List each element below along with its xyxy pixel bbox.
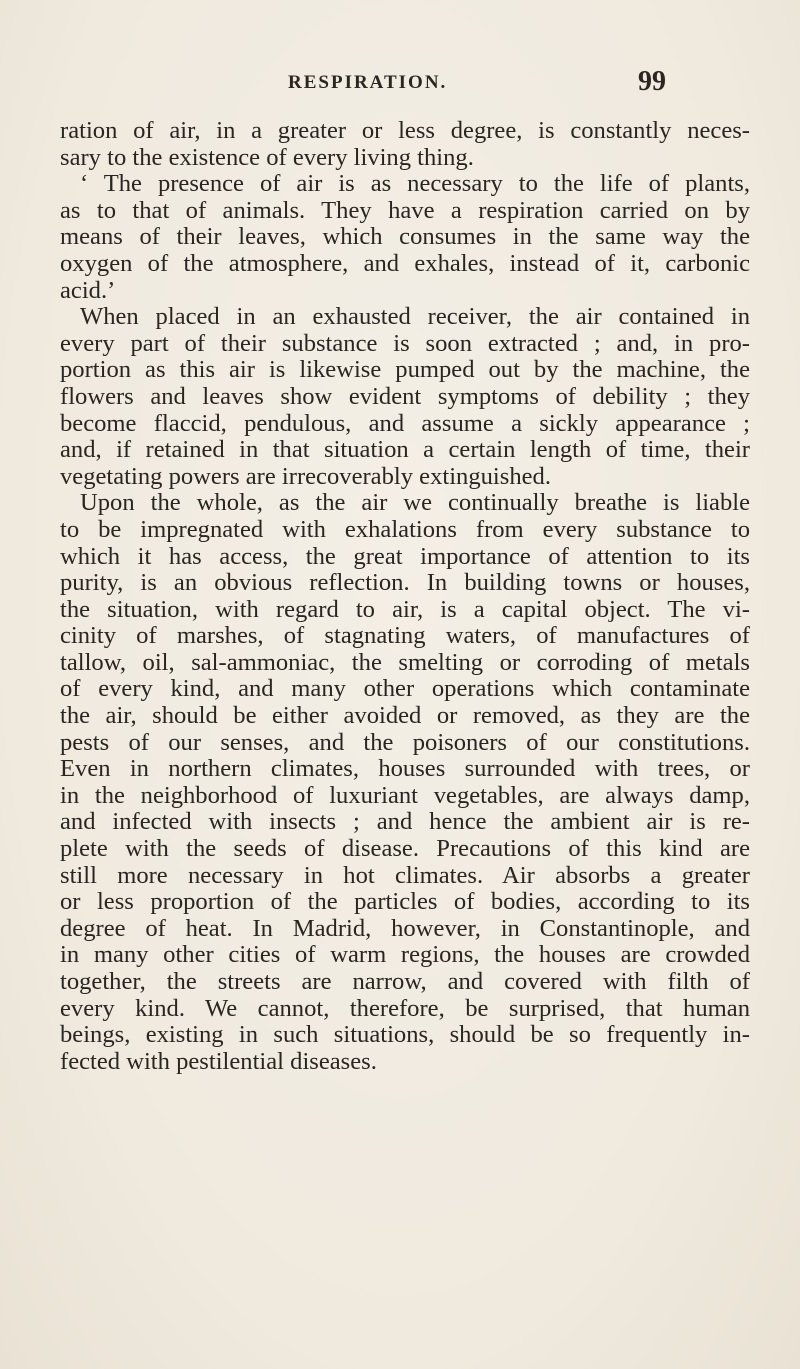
text-line: means of their leaves, which consumes in the same way the (60, 223, 750, 251)
text-line: oxygen of the atmosphere, and exhales, instead of it, carbonic (60, 249, 750, 277)
running-head: RESPIRATION. (288, 72, 448, 93)
text-line: tallow, oil, sal-ammoniac, the smelting or corroding of metals (60, 648, 750, 676)
text-line: and, if retained in that situation a certain length of time, their (60, 436, 750, 464)
paragraph (60, 118, 750, 171)
page-header (0, 64, 800, 104)
text-line: purity, is an obvious reflection. In building towns or houses, (60, 569, 750, 597)
text-line: to be impregnated with exhalations from every substance to (60, 515, 750, 543)
text-line: pests of our senses, and the poisoners of our constitutions. (60, 728, 750, 756)
text-line: When placed in an exhausted receiver, the air contained in (80, 303, 750, 331)
text-line: ‘ The presence of air is as necessary to the life of plants, (80, 170, 750, 198)
text-line: as to that of animals. They have a respiration carried on by (60, 196, 750, 224)
text-line: vegetating powers are irrecoverably extinguished. (60, 462, 551, 490)
text-line: portion as this air is likewise pumped out by the machine, the (60, 356, 750, 384)
text-line: Even in northern climates, houses surrounded with trees, or (60, 755, 750, 783)
text-line: fected with pestilential diseases. (60, 1047, 377, 1075)
paragraph (60, 490, 750, 1075)
text-line: beings, existing in such situations, should be so frequently in- (60, 1021, 750, 1049)
text-line: Upon the whole, as the air we continually breathe is liable (80, 489, 750, 517)
text-line: the air, should be either avoided or removed, as they are the (60, 702, 750, 730)
paragraph (60, 304, 750, 490)
text-line: in the neighborhood of luxuriant vegetables, are always damp, (60, 781, 750, 809)
text-line: of every kind, and many other operations which contaminate (60, 675, 750, 703)
text-line: ration of air, in a greater or less degree, is constantly neces- (60, 117, 750, 144)
text-line: together, the streets are narrow, and covered with filth of (60, 968, 750, 995)
text-line: the situation, with regard to air, is a capital object. The vi- (60, 595, 750, 623)
text-line: become flaccid, pendulous, and assume a sickly appearance ; (60, 409, 750, 437)
paragraph (60, 171, 750, 304)
text-line: or less proportion of the particles of bodies, according to its (60, 888, 750, 916)
body-text (60, 118, 750, 1075)
text-line: and infected with insects ; and hence the ambient air is re- (60, 808, 750, 836)
text-line: degree of heat. In Madrid, however, in Constantinople, and (60, 914, 750, 942)
text-line: plete with the seeds of disease. Precautions of this kind are (60, 835, 750, 863)
text-line: cinity of marshes, of stagnating waters, of manufactures of (60, 622, 750, 650)
text-line: sary to the existence of every living thing. (60, 143, 474, 171)
text-line: still more necessary in hot climates. Air absorbs a greater (60, 861, 750, 889)
text-line: in many other cities of warm regions, the houses are crowded (60, 941, 750, 969)
text-line: which it has access, the great importance of attention to its (60, 542, 750, 570)
text-line: every kind. We cannot, therefore, be surprised, that human (60, 994, 750, 1022)
page-number: 99 (638, 66, 666, 97)
text-line: every part of their substance is soon extracted ; and, in pro- (60, 329, 750, 357)
text-line: flowers and leaves show evident symptoms of debility ; they (60, 382, 750, 410)
text-line: acid.’ (60, 276, 116, 304)
